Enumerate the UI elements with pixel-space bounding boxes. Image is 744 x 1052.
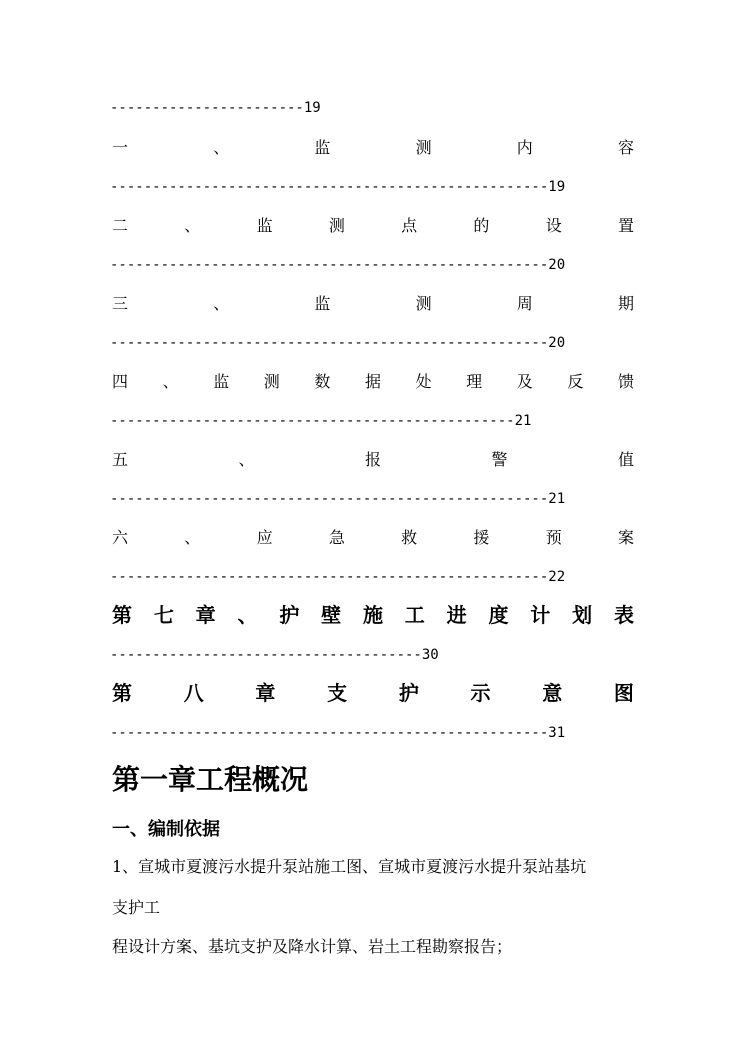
toc-char: 测	[415, 138, 432, 157]
toc-char: 报	[364, 450, 381, 469]
toc-leader: ----------------------------------------------------22	[110, 569, 566, 585]
toc-char: 测	[328, 216, 345, 235]
toc-char: 护	[279, 603, 300, 627]
toc-entry-title	[112, 294, 634, 314]
toc-char: 章	[255, 681, 276, 705]
toc-char: 容	[617, 138, 634, 157]
toc-char: 案	[617, 528, 634, 547]
toc-leader: ----------------------------------------------------31	[110, 725, 566, 741]
toc-char: 、	[184, 216, 201, 235]
toc-char: 警	[491, 450, 508, 469]
toc-entry-title	[112, 216, 634, 236]
toc-entry-title	[112, 681, 634, 705]
toc-char: 据	[364, 372, 381, 391]
toc-entry-title	[112, 138, 634, 158]
toc-char: 周	[516, 294, 533, 313]
toc-char: 度	[488, 603, 509, 627]
toc-char: 置	[617, 216, 634, 235]
toc-char: 六	[112, 528, 129, 547]
toc-leader: -------------------------------------30	[110, 647, 439, 663]
toc-char: 的	[473, 216, 490, 235]
section-title: 一、编制依据	[112, 819, 220, 840]
toc-char: 划	[572, 603, 593, 627]
toc-char: 援	[473, 528, 490, 547]
toc-char: 设	[545, 216, 562, 235]
toc-char: 护	[398, 681, 419, 705]
toc-leader-top: -----------------------19	[110, 100, 321, 116]
toc-char: 数	[314, 372, 331, 391]
toc-char: 、	[213, 138, 230, 157]
toc-char: 、	[237, 603, 258, 627]
toc-char: 理	[466, 372, 483, 391]
toc-char: 测	[415, 294, 432, 313]
toc-char: 八	[183, 681, 204, 705]
body-paragraph-line: 程设计方案、基坑支护及降水计算、岩土工程勘察报告；	[112, 937, 513, 956]
toc-char: 第	[112, 681, 132, 705]
toc-char: 监	[314, 294, 331, 313]
toc-char: 四	[112, 372, 129, 391]
toc-entry-title	[112, 603, 634, 627]
toc-char: 反	[567, 372, 584, 391]
toc-char: 应	[256, 528, 273, 547]
toc-char: 点	[401, 216, 418, 235]
toc-char: 壁	[321, 603, 342, 627]
toc-char: 监	[256, 216, 273, 235]
toc-char: 及	[516, 372, 533, 391]
toc-char: 工	[404, 603, 425, 627]
chapter-title: 第一章工程概况	[112, 763, 309, 796]
toc-char: 三	[112, 294, 129, 313]
toc-char: 馈	[617, 372, 634, 391]
toc-char: 急	[328, 528, 345, 547]
toc-char: 章	[195, 603, 216, 627]
toc-char: 第	[112, 603, 132, 627]
toc-char: 二	[112, 216, 129, 235]
toc-char: 七	[153, 603, 174, 627]
toc-char: 、	[184, 528, 201, 547]
toc-leader: ------------------------------------------------21	[110, 413, 532, 429]
toc-char: 表	[613, 603, 634, 627]
toc-char: 监	[213, 372, 230, 391]
toc-entry-title	[112, 528, 634, 548]
toc-char: 内	[516, 138, 533, 157]
toc-entry-title	[112, 372, 634, 392]
toc-char: 、	[162, 372, 179, 391]
toc-char: 测	[263, 372, 280, 391]
toc-leader: ----------------------------------------------------21	[110, 491, 566, 507]
toc-char: 图	[613, 681, 634, 705]
body-paragraph-line: 1、宣城市夏渡污水提升泵站施工图、宣城市夏渡污水提升泵站基坑	[112, 857, 587, 876]
body-paragraph-line: 支护工	[112, 898, 161, 917]
toc-char: 、	[238, 450, 255, 469]
toc-leader: ----------------------------------------------------20	[110, 257, 566, 273]
toc-char: 期	[617, 294, 634, 313]
toc-char: 值	[617, 450, 634, 469]
toc-char: 进	[446, 603, 467, 627]
toc-char: 意	[542, 681, 563, 705]
toc-char: 救	[401, 528, 418, 547]
toc-char: 施	[362, 603, 383, 627]
toc-char: 监	[314, 138, 331, 157]
toc-leader: ----------------------------------------------------19	[110, 179, 566, 195]
toc-char: 预	[545, 528, 562, 547]
toc-char: 处	[415, 372, 432, 391]
toc-char: 支	[327, 681, 348, 705]
toc-entry-title	[112, 450, 634, 470]
toc-leader: ----------------------------------------------------20	[110, 335, 566, 351]
toc-char: 一	[112, 138, 129, 157]
toc-char: 计	[530, 603, 551, 627]
toc-char: 、	[213, 294, 230, 313]
toc-char: 示	[470, 681, 491, 705]
toc-char: 五	[112, 450, 129, 469]
